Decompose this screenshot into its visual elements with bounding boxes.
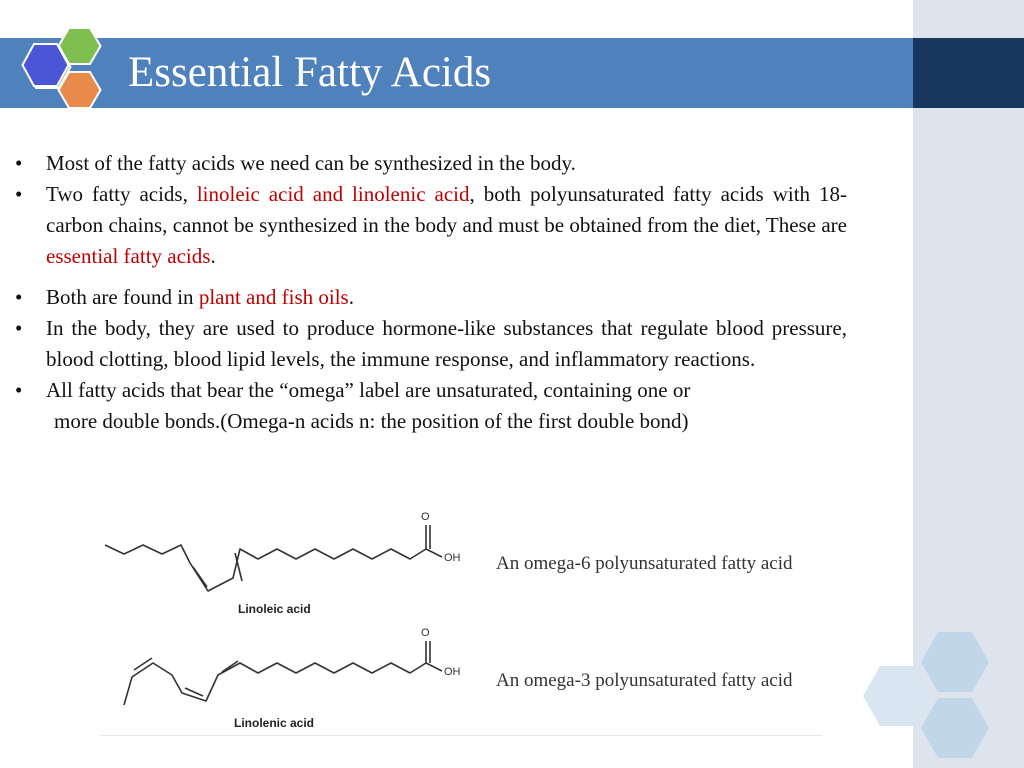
decorative-hexagons-icon [860, 630, 1020, 768]
linolenic-double-bond [134, 658, 152, 670]
page-title: Essential Fatty Acids [128, 49, 492, 96]
molecule-caption: An omega-6 polyunsaturated fatty acid [496, 553, 793, 574]
bullet-text: Both are found in [46, 285, 199, 309]
bullet-marker: • [15, 285, 23, 309]
fatty-acid-structures-figure [100, 505, 822, 736]
bullet-item [15, 313, 847, 375]
bullet-text: Most of the fatty acids we need can be synthesized in the body. [46, 151, 576, 175]
hydroxyl-bond [426, 549, 442, 557]
bullet-text: , both polyunsaturated fatty acids with 18-carbon chains, cannot be synthesized in the body and must be obtained from the diet, These are [46, 182, 848, 237]
bullet-text: more double bonds.(Omega-n acids n: the position of the first double bond) [54, 409, 689, 433]
title-bar-accent [913, 38, 1024, 108]
hydroxyl-group: OH [444, 552, 461, 564]
bullet-text: . [348, 285, 354, 309]
hexagon-logo-icon [10, 20, 130, 120]
molecule-structures [100, 505, 822, 735]
linoleic-skeleton [105, 545, 426, 591]
highlight-text: linoleic acid and linolenic acid [196, 182, 470, 206]
linolenic-skeleton [124, 663, 426, 705]
bullet-list [15, 148, 847, 437]
oxygen-atom: O [421, 511, 430, 523]
bullet-item [15, 179, 847, 272]
bullet-marker: • [15, 182, 23, 206]
bullet-text: All fatty acids that bear the “omega” label are unsaturated, containing one or [46, 378, 691, 402]
bullet-marker: • [15, 316, 23, 340]
bullet-text: . [210, 244, 216, 268]
linolenic-double-bond [222, 661, 238, 672]
bullet-item [15, 375, 847, 437]
highlight-text: essential fatty acids [46, 244, 211, 268]
bullet-marker: • [15, 378, 23, 402]
hydroxyl-group: OH [444, 666, 461, 678]
linoleic-double-bond [193, 567, 207, 587]
molecule-name: Linolenic acid [234, 716, 315, 730]
molecule-caption: An omega-3 polyunsaturated fatty acid [496, 670, 793, 691]
bullet-item [15, 282, 847, 313]
highlight-text: plant and fish oils [198, 285, 349, 309]
molecule-name: Linoleic acid [238, 602, 311, 616]
bullet-text: Two fatty acids, [46, 182, 197, 206]
hydroxyl-bond [426, 663, 442, 671]
bullet-item [15, 148, 847, 179]
bullet-marker: • [15, 151, 23, 175]
bullet-text: In the body, they are used to produce hormone-like substances that regulate blood pressure, blood clotting, blood lipid levels, the immune response, and inflammatory reactions. [46, 316, 847, 371]
oxygen-atom: O [421, 627, 430, 639]
